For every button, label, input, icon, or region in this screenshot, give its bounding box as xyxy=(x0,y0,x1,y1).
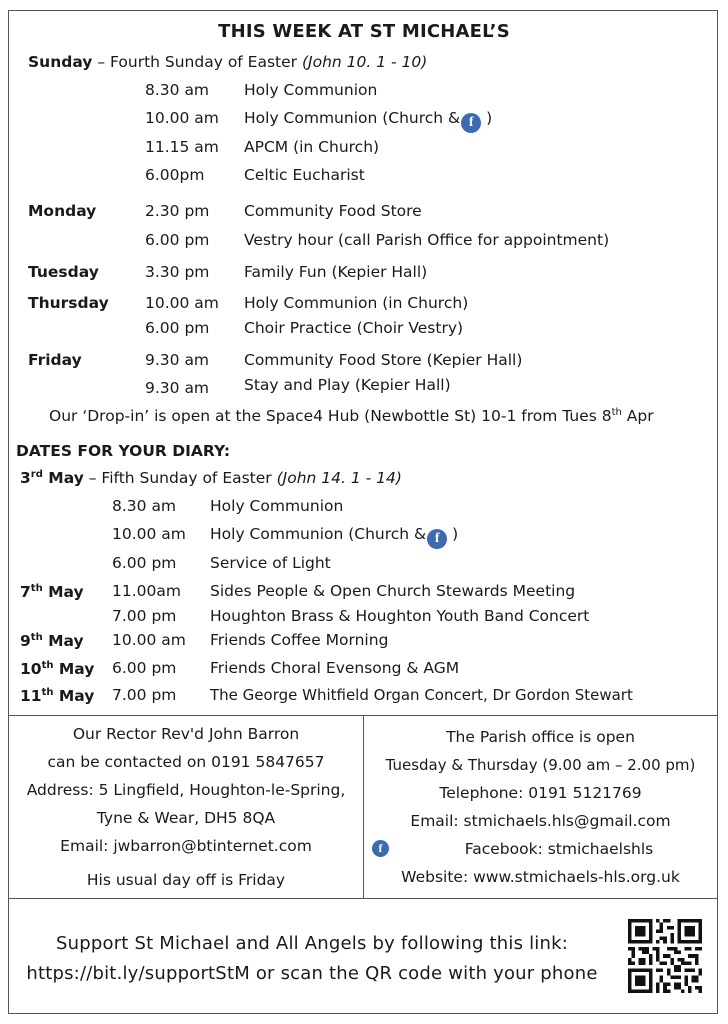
sunday-event-3: APCM (in Church) xyxy=(244,138,380,156)
may3-time-3: 6.00 pm xyxy=(112,554,177,572)
may9-date xyxy=(20,631,84,651)
may11-num: 11 xyxy=(20,687,42,705)
may3-event-1: Holy Communion xyxy=(210,497,344,515)
may3-event-2-text: Holy Communion (Church & xyxy=(210,525,427,543)
tuesday-event-1: Family Fun (Kepier Hall) xyxy=(244,263,428,281)
may3-event-2-suffix: ) xyxy=(447,525,459,543)
thursday-event-1: Holy Communion (in Church) xyxy=(244,294,469,312)
may11-date xyxy=(20,686,94,706)
facebook-icon: f xyxy=(427,529,447,549)
may3-heading xyxy=(20,468,402,488)
rector-line-3: Address: 5 Lingfield, Houghton-le-Spring, xyxy=(26,781,346,799)
may7-month: May xyxy=(42,583,84,601)
sunday-event-1: Holy Communion xyxy=(244,81,378,99)
dropin-notice xyxy=(49,406,654,426)
rector-line-2: can be contacted on 0191 5847657 xyxy=(47,753,325,771)
rector-line-4: Tyne & Wear, DH5 8QA xyxy=(96,809,276,827)
thursday-time-1: 10.00 am xyxy=(145,294,219,312)
sunday-day: Sunday xyxy=(28,53,93,71)
office-email: Email: stmichaels.hls@gmail.com xyxy=(410,812,671,830)
may3-desc: – Fifth Sunday of Easter xyxy=(83,469,277,487)
sunday-heading xyxy=(28,52,427,72)
may11-time: 7.00 pm xyxy=(112,686,177,704)
may3-time-1: 8.30 am xyxy=(112,497,177,515)
tuesday-day: Tuesday xyxy=(28,263,99,281)
office-line-1: The Parish office is open xyxy=(446,728,635,746)
may3-event-2 xyxy=(210,524,458,549)
may3-num: 3 xyxy=(20,469,31,487)
may10-time: 6.00 pm xyxy=(112,659,177,677)
sunday-time-2: 10.00 am xyxy=(145,109,219,127)
dropin-text: Our ‘Drop-in’ is open at the Space4 Hub (Newbottle St) 10-1 from Tues 8 xyxy=(49,407,612,425)
may3-event-3: Service of Light xyxy=(210,554,331,572)
thursday-day: Thursday xyxy=(28,294,109,312)
may10-date xyxy=(20,659,94,679)
may10-sup: th xyxy=(41,659,54,671)
may7-time-1: 11.00am xyxy=(112,582,181,600)
may7-date xyxy=(20,582,84,602)
friday-time-1: 9.30 am xyxy=(145,351,210,369)
may11-event: The George Whitfield Organ Concert, Dr Gordon Stewart xyxy=(210,686,633,704)
monday-time-1: 2.30 pm xyxy=(145,202,210,220)
sunday-reading: (John 10. 1 - 10) xyxy=(301,53,428,71)
thursday-time-2: 6.00 pm xyxy=(145,319,210,337)
footer-link-line: https://bit.ly/supportStM or scan the QR code with your phone xyxy=(26,963,598,984)
friday-event-2: Stay and Play (Kepier Hall) xyxy=(244,376,451,394)
office-hours: Tuesday & Thursday (9.00 am – 2.00 pm) xyxy=(385,756,696,774)
may7-time-2: 7.00 pm xyxy=(112,607,177,625)
office-facebook: Facebook: stmichaelshls xyxy=(464,840,654,858)
monday-event-1: Community Food Store xyxy=(244,202,422,220)
page-title: THIS WEEK AT ST MICHAEL’S xyxy=(218,21,510,42)
may3-date xyxy=(20,469,84,487)
sunday-event-2-suffix: ) xyxy=(481,109,493,127)
rector-day-off: His usual day off is Friday xyxy=(86,871,286,889)
qr-code-icon xyxy=(628,918,702,994)
may7-sup: th xyxy=(30,582,43,594)
monday-event-2: Vestry hour (call Parish Office for appointment) xyxy=(244,231,610,249)
may3-time-2: 10.00 am xyxy=(112,525,186,543)
sunday-event-4: Celtic Eucharist xyxy=(244,166,365,184)
may7-num: 7 xyxy=(20,583,31,601)
may7-event-1: Sides People & Open Church Stewards Meeting xyxy=(210,582,576,600)
may3-reading: (John 14. 1 - 14) xyxy=(276,469,402,487)
may10-num: 10 xyxy=(20,660,42,678)
sunday-time-1: 8.30 am xyxy=(145,81,210,99)
may11-month: May xyxy=(53,687,95,705)
facebook-icon: f xyxy=(372,840,389,857)
may9-event: Friends Coffee Morning xyxy=(210,631,389,649)
may10-month: May xyxy=(53,660,95,678)
friday-event-1: Community Food Store (Kepier Hall) xyxy=(244,351,523,369)
sunday-event-2-text: Holy Communion (Church & xyxy=(244,109,461,127)
facebook-icon: f xyxy=(461,113,481,133)
may9-time: 10.00 am xyxy=(112,631,186,649)
sunday-time-3: 11.15 am xyxy=(145,138,219,156)
dropin-tail: Apr xyxy=(621,407,654,425)
monday-time-2: 6.00 pm xyxy=(145,231,210,249)
rector-email: Email: jwbarron@btinternet.com xyxy=(60,837,312,855)
may9-sup: th xyxy=(30,631,43,643)
thursday-event-2: Choir Practice (Choir Vestry) xyxy=(244,319,464,337)
rector-line-1: Our Rector Rev'd John Barron xyxy=(72,725,300,743)
may7-event-2: Houghton Brass & Houghton Youth Band Concert xyxy=(210,607,590,625)
sunday-desc: – Fourth Sunday of Easter xyxy=(92,53,302,71)
may3-sup: rd xyxy=(30,468,43,480)
may11-sup: th xyxy=(41,686,54,698)
friday-time-2: 9.30 am xyxy=(145,379,210,397)
divider-bottom xyxy=(8,898,718,899)
diary-heading: DATES FOR YOUR DIARY: xyxy=(16,442,231,460)
office-website: Website: www.stmichaels-hls.org.uk xyxy=(401,868,680,886)
footer-support-line: Support St Michael and All Angels by following this link: xyxy=(56,933,568,954)
office-telephone: Telephone: 0191 5121769 xyxy=(439,784,642,802)
sunday-event-2 xyxy=(244,108,492,133)
monday-day: Monday xyxy=(28,202,97,220)
may10-event: Friends Choral Evensong & AGM xyxy=(210,659,460,677)
dropin-sup: th xyxy=(611,406,622,418)
may9-month: May xyxy=(42,632,84,650)
friday-day: Friday xyxy=(28,351,82,369)
may9-num: 9 xyxy=(20,632,31,650)
sunday-time-4: 6.00pm xyxy=(145,166,205,184)
tuesday-time-1: 3.30 pm xyxy=(145,263,210,281)
may3-month: May xyxy=(42,469,84,487)
